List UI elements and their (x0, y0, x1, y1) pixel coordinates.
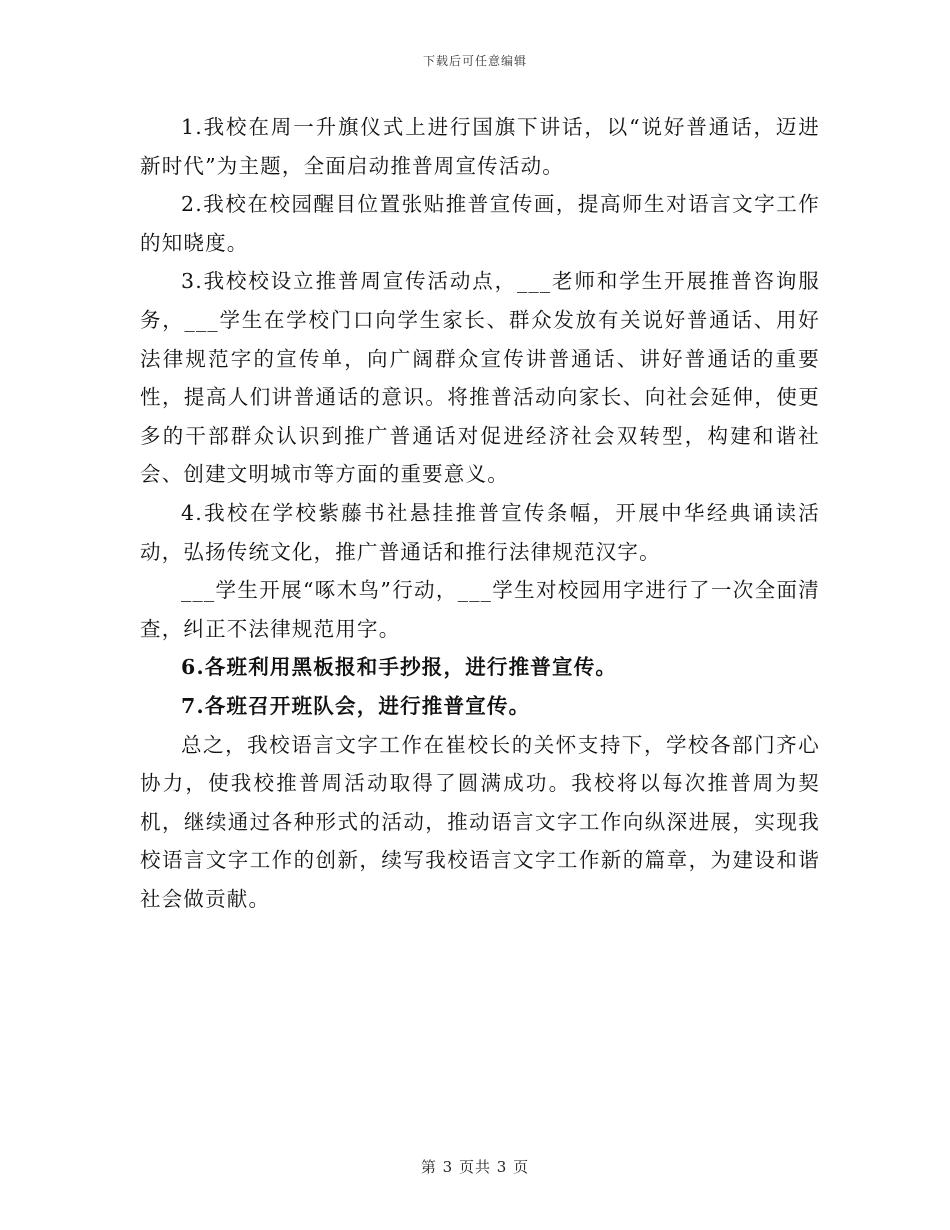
page-header: 下载后可任意编辑 (422, 54, 527, 68)
document-body (140, 108, 820, 918)
page-number: 第 3 页共 3 页 (420, 1158, 530, 1176)
paragraph-5: ___学生开展“啄木鸟”行动，___学生对校园用字进行了一次全面清查，纠正不法律规范用字。 (140, 578, 820, 641)
paragraph-6: 6.各班利用黑板报和手抄报，进行推普宣传。 (181, 655, 618, 680)
paragraph-summary: 总之，我校语言文字工作在崔校长的关怀支持下，学校各部门齐心协力，使我校推普周活动取得了圆满成功。我校将以每次推普周为契机，继续通过各种形式的活动，推动语言文字工作向纵深进展，实现我校语言文字工作的创新，续写我校语言文字工作新的篇章，为建设和谐社会做贡献。 (140, 732, 820, 911)
paragraph-2: 2.我校在校园醒目位置张贴推普宣传画，提高师生对语言文字工作的知晓度。 (140, 192, 820, 255)
paragraph-1: 1.我校在周一升旗仪式上进行国旗下讲话，以“说好普通话，迈进新时代”为主题，全面启动推普周宣传活动。 (140, 115, 820, 178)
paragraph-4: 4.我校在学校紫藤书社悬挂推普宣传条幅，开展中华经典诵读活动，弘扬传统文化，推广普通话和推行法律规范汉字。 (140, 500, 820, 564)
paragraph-7: 7.各班召开班队会，进行推普宣传。 (181, 693, 531, 718)
paragraph-3: 3.我校校设立推普周宣传活动点，___老师和学生开展推普咨询服务，___学生在学校门口向学生家长、群众发放有关说好普通话、用好法律规范字的宣传单，向广阔群众宣传讲普通话、讲好普通话的重要性，提高人们讲普通话的意识。将推普活动向家长、向社会延伸，使更多的干部群众认识到推广普通话对促进经济社会双转型，构建和谐社会、创建文明城市等方面的重要意义。 (140, 269, 820, 487)
